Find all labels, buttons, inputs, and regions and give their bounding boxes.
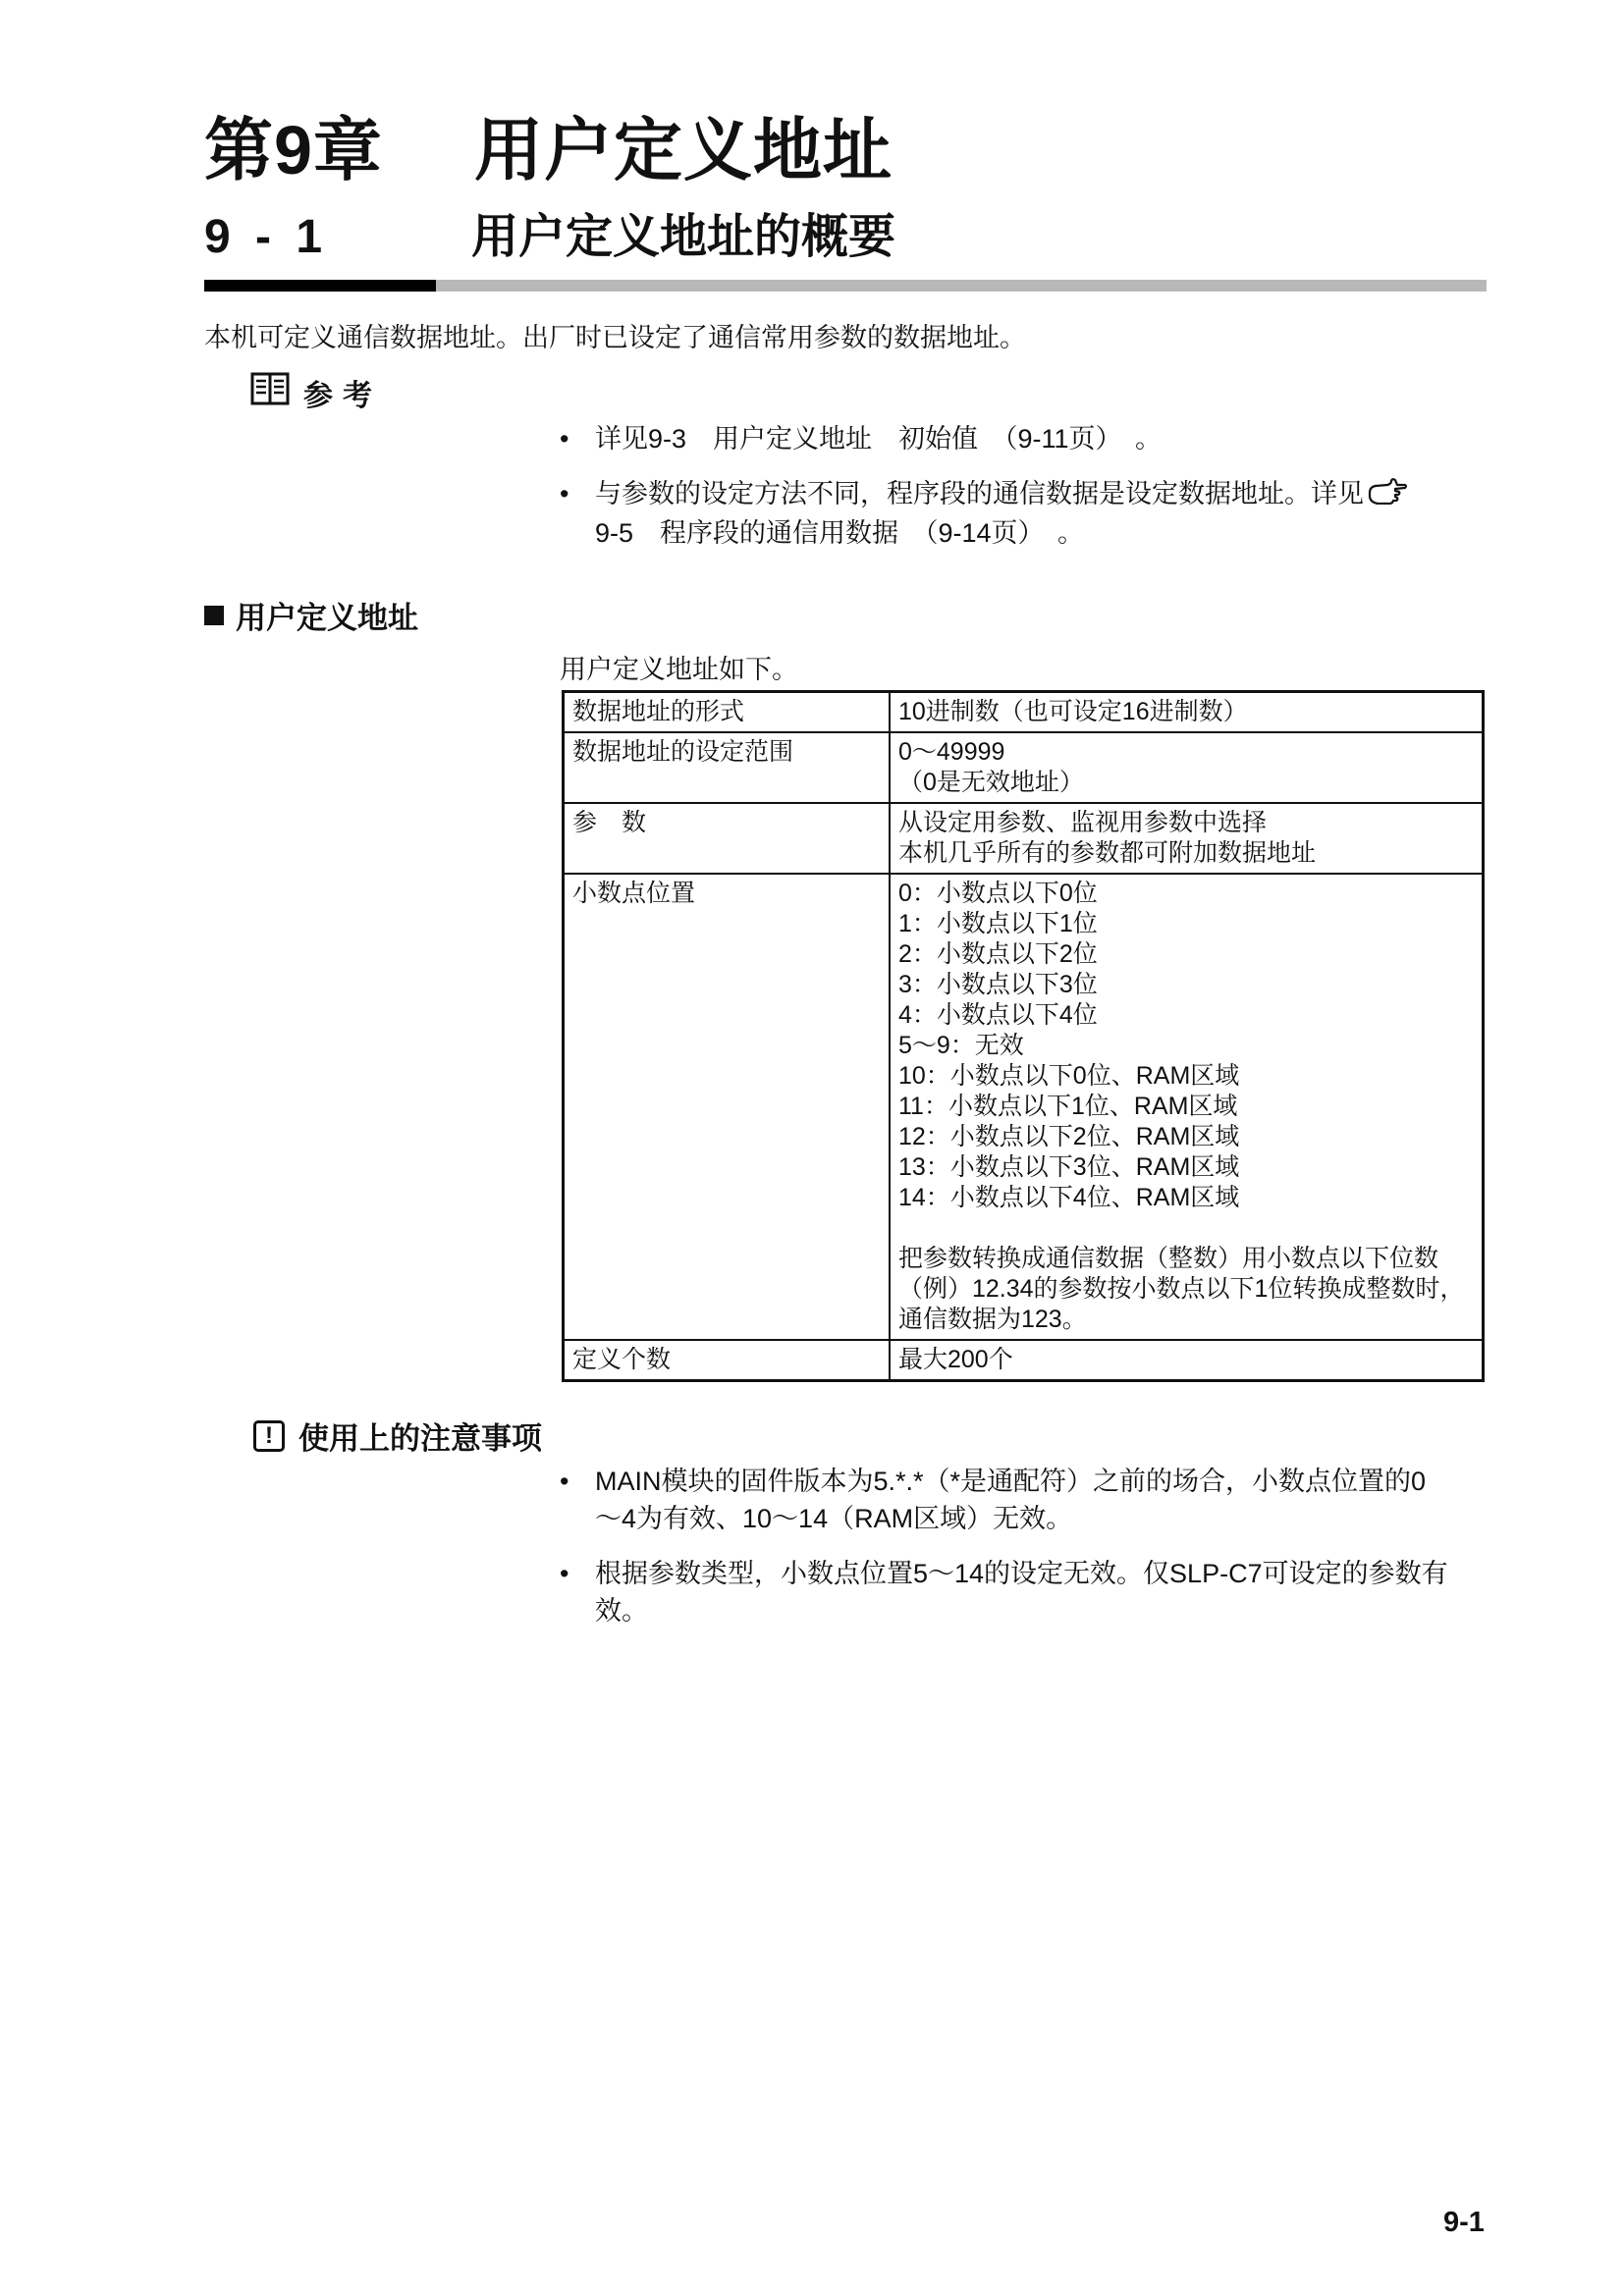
list-item: • MAIN模块的固件版本为5.*.*（*是通配符）之前的场合，小数点位置的0 ～4为有效、10～14（RAM区域）无效。 [558, 1463, 1490, 1537]
book-icon [250, 371, 290, 414]
list-item: • 详见9-3 用户定义地址 初始值 （9-11页） 。 [558, 420, 1490, 457]
chapter-title [204, 112, 893, 188]
row-label: 参 数 [564, 803, 891, 874]
table-row [564, 874, 1484, 1340]
row-value: 0：小数点以下0位 1：小数点以下1位 2：小数点以下2位 3：小数点以下3位 4：小数点以下4位 5～9：无效 10：小数点以下0位、RAM区域 11：小数点以下1位、RAM区域 12：小数点以下2位、RAM区域 13：小数点以下3位、RAM区域 14：小数点以下4位、RAM区域 把参数转换成通信数据（整数）用小数点以下位数 （例）12.34的参数按小数点以下1位转换成整数时， 通信数据为123。 [890, 874, 1484, 1340]
table-row [564, 732, 1484, 803]
list-item: • 与参数的设定方法不同，程序段的通信数据是设定数据地址。详见 9-5 程序段的通信用数据 （9-14页） 。 [558, 475, 1490, 552]
reference-label: 参考 [303, 380, 382, 412]
section-name: 用户定义地址的概要 [471, 211, 896, 263]
pointing-hand-icon [1368, 477, 1407, 514]
table-row [564, 1340, 1484, 1381]
caution-heading: ! 使用上的注意事项 [253, 1414, 542, 1458]
table-row [564, 803, 1484, 874]
user-address-table [562, 690, 1485, 1382]
section-number: 9 - 1 [204, 211, 329, 263]
bullet-dot: • [560, 424, 569, 454]
row-label: 数据地址的形式 [564, 692, 891, 733]
chapter-name: 用户定义地址 [474, 112, 893, 188]
page-number: 9-1 [1443, 2207, 1485, 2238]
bullet-dot: • [560, 1559, 569, 1588]
exclamation-box-icon: ! [253, 1420, 285, 1452]
section-rule-light [436, 280, 1487, 292]
section-rule-dark [204, 280, 436, 292]
list-item: • 根据参数类型，小数点位置5～14的设定无效。仅SLP-C7可设定的参数有 效。 [558, 1555, 1490, 1629]
row-value: 10进制数（也可设定16进制数） [890, 692, 1484, 733]
row-value: 从设定用参数、监视用参数中选择 本机几乎所有的参数都可附加数据地址 [890, 803, 1484, 874]
row-label: 数据地址的设定范围 [564, 732, 891, 803]
table-intro: 用户定义地址如下。 [560, 655, 798, 684]
intro-paragraph: 本机可定义通信数据地址。出厂时已设定了通信常用参数的数据地址。 [204, 323, 1026, 352]
chapter-label: 第9章 [204, 112, 383, 188]
bullet-dot: • [560, 479, 569, 508]
row-value: 最大200个 [890, 1340, 1484, 1381]
caution-list [558, 1463, 1490, 1647]
reference-list [558, 420, 1490, 569]
reference-heading [250, 371, 382, 414]
row-value: 0～49999 （0是无效地址） [890, 732, 1484, 803]
row-label: 定义个数 [564, 1340, 891, 1381]
bullet-dot: • [560, 1467, 569, 1496]
user-address-heading: 用户定义地址 [204, 593, 418, 637]
section-title [204, 211, 896, 263]
table-row [564, 692, 1484, 733]
row-label: 小数点位置 [564, 874, 891, 1340]
square-bullet-icon [204, 606, 224, 625]
